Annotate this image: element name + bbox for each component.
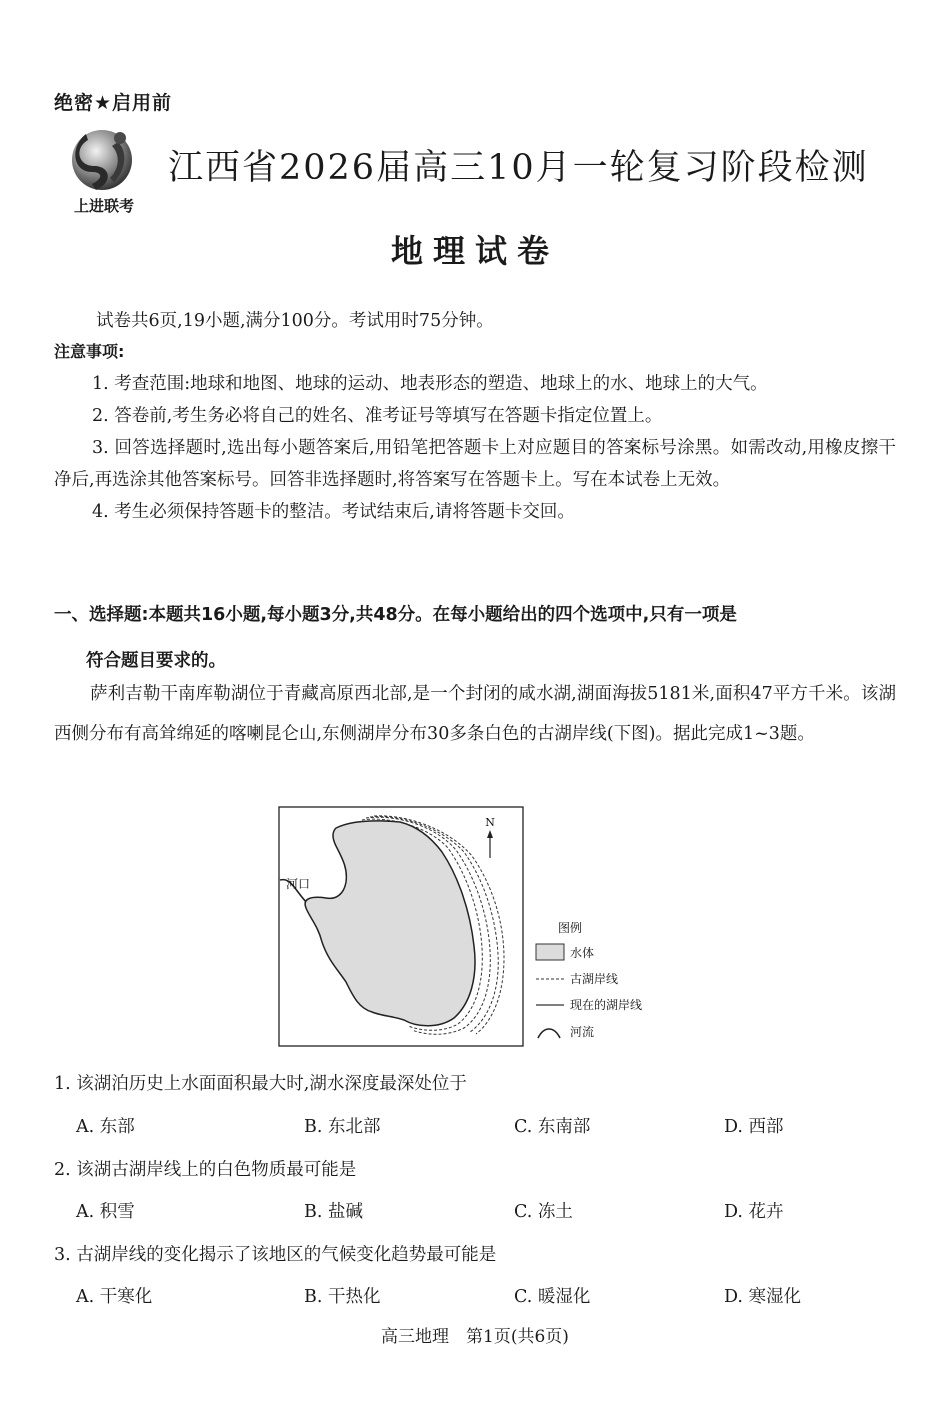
option-b[interactable]: B. 干热化 bbox=[304, 1287, 381, 1307]
river-mouth-label: 河口 bbox=[286, 877, 311, 891]
logo-text: 上进联考 bbox=[73, 197, 134, 215]
option-d[interactable]: D. 寒湿化 bbox=[724, 1287, 802, 1307]
question-stem: 3. 古湖岸线的变化揭示了该地区的气候变化趋势最可能是 bbox=[54, 1245, 497, 1265]
option-d[interactable]: D. 花卉 bbox=[724, 1202, 784, 1222]
option-a[interactable]: A. 积雪 bbox=[76, 1202, 135, 1222]
notice-item: 1. 考查范围:地球和地图、地球的运动、地表形态的塑造、地球上的水、地球上的大气。 bbox=[92, 374, 768, 394]
option-c[interactable]: C. 东南部 bbox=[514, 1117, 591, 1137]
notice-item: 2. 答卷前,考生务必将自己的姓名、准考证号等填写在答题卡指定位置上。 bbox=[92, 406, 663, 426]
notice-item: 4. 考生必须保持答题卡的整洁。考试结束后,请将答题卡交回。 bbox=[92, 502, 575, 522]
legend-water-swatch bbox=[536, 944, 564, 960]
legend-title: 图例 bbox=[558, 921, 583, 935]
notice-list bbox=[54, 368, 896, 528]
legend-river-label: 河流 bbox=[570, 1025, 595, 1039]
notice-heading: 注意事项: bbox=[54, 342, 125, 361]
passage-text: 萨利吉勒干南库勒湖位于青藏高原西北部,是一个封闭的咸水湖,湖面海拔5181米,面积47平方千米。该湖西侧分布有高耸绵延的喀喇昆仑山,东侧湖岸分布30多条白色的古湖岸线(下图)。据此完成1~3题。 bbox=[54, 684, 896, 744]
legend-river-swatch bbox=[538, 1029, 560, 1038]
section-heading-line2: 符合题目要求的。 bbox=[86, 651, 226, 671]
section-heading bbox=[54, 592, 900, 684]
option-a[interactable]: A. 干寒化 bbox=[76, 1287, 153, 1307]
option-a[interactable]: A. 东部 bbox=[76, 1117, 135, 1137]
lake-map bbox=[278, 806, 672, 1050]
exam-intro: 试卷共6页,19小题,满分100分。考试用时75分钟。 bbox=[96, 311, 494, 331]
exam-subtitle: 地理试卷 bbox=[390, 232, 559, 270]
legend-current-label: 现在的湖岸线 bbox=[570, 998, 643, 1012]
confidential-label: 绝密★启用前 bbox=[54, 92, 173, 114]
page-footer: 高三地理 第1页(共6页) bbox=[381, 1327, 569, 1347]
reading-passage bbox=[54, 674, 896, 754]
legend-ancient-label: 古湖岸线 bbox=[570, 972, 619, 986]
option-c[interactable]: C. 暖湿化 bbox=[514, 1287, 591, 1307]
notice-item: 3. 回答选择题时,选出每小题答案后,用铅笔把答题卡上对应题目的答案标号涂黑。如需改动,用橡皮擦干净后,再选涂其他答案标号。回答非选择题时,将答案写在答题卡上。写在本试卷上无效。 bbox=[54, 438, 896, 490]
option-b[interactable]: B. 东北部 bbox=[304, 1117, 381, 1137]
north-label: N bbox=[485, 816, 495, 829]
exam-title: 江西省2026届高三10月一轮复习阶段检测 bbox=[168, 148, 869, 188]
section-heading-line1: 一、选择题:本题共16小题,每小题3分,共48分。在每小题给出的四个选项中,只有一项是 bbox=[54, 605, 737, 625]
option-d[interactable]: D. 西部 bbox=[724, 1117, 784, 1137]
option-c[interactable]: C. 冻土 bbox=[514, 1202, 573, 1222]
question-stem: 1. 该湖泊历史上水面面积最大时,湖水深度最深处位于 bbox=[54, 1074, 467, 1094]
question-stem: 2. 该湖古湖岸线上的白色物质最可能是 bbox=[54, 1160, 357, 1180]
legend-water-label: 水体 bbox=[570, 946, 595, 960]
option-b[interactable]: B. 盐碱 bbox=[304, 1202, 363, 1222]
